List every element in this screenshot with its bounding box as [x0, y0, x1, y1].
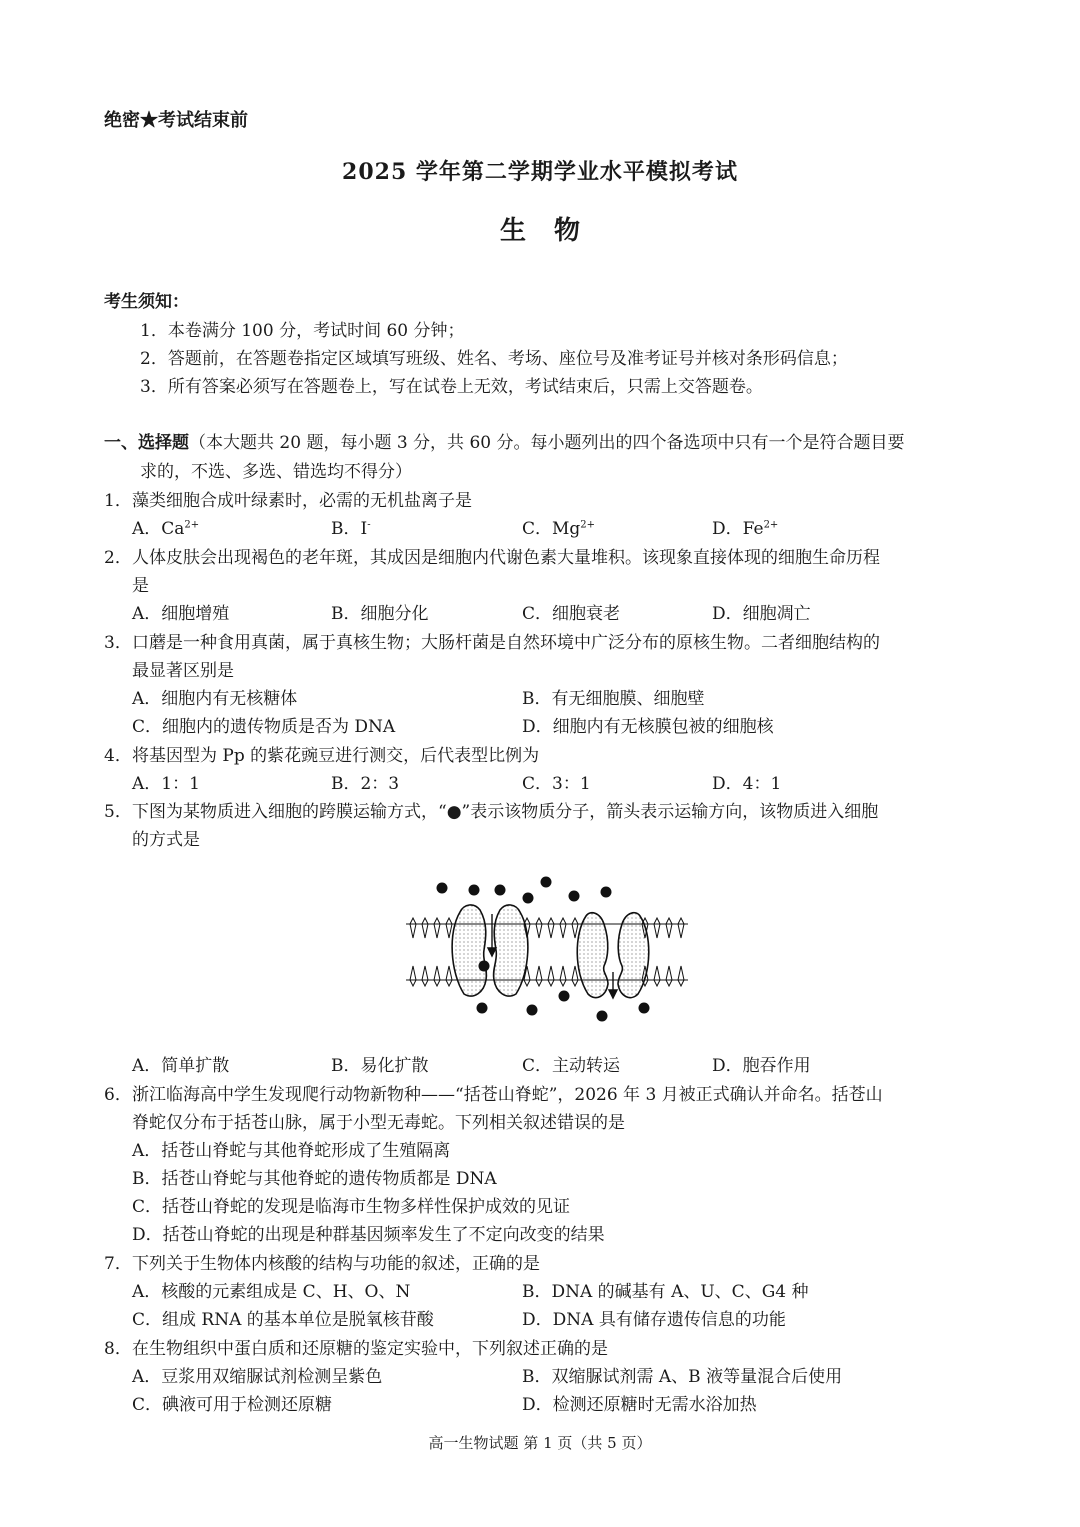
- option-c: C．3：1: [522, 774, 591, 794]
- option-text: C．Mg: [522, 519, 581, 539]
- question-text: 下列关于生物体内核酸的结构与功能的叙述，正确的是: [132, 1254, 540, 1274]
- exam-title: 2025 学年第二学期学业水平模拟考试: [342, 159, 738, 185]
- question-text: 人体皮肤会出现褐色的老年斑，其成因是细胞内代谢色素大量堆积。该现象直接体现的细胞生命历程: [132, 548, 880, 568]
- option-superscript: 2+: [763, 519, 779, 531]
- option-d: D．检测还原糖时无需水浴加热: [522, 1395, 757, 1415]
- notice-item: 2．答题前，在答题卷指定区域填写班级、姓名、考场、座位号及准考证号并核对条形码信息；: [140, 349, 848, 369]
- question-text-cont: 脊蛇仅分布于括苍山脉，属于小型无毒蛇。下列相关叙述错误的是: [132, 1113, 625, 1133]
- notice-item: 3．所有答案必须写在答题卷上，写在试卷上无效，考试结束后，只需上交答题卷。: [140, 377, 763, 397]
- option-d: D．胞吞作用: [712, 1056, 811, 1076]
- question-number: 7．: [104, 1254, 132, 1274]
- question-number: 2．: [104, 548, 132, 568]
- option-c: C．细胞内的遗传物质是否为 DNA: [132, 717, 396, 737]
- question-text: 下图为某物质进入细胞的跨膜运输方式，“●”表示该物质分子，箭头表示运输方向，该物质进入细胞: [132, 802, 879, 822]
- option-d: D．DNA 具有储存遗传信息的功能: [522, 1310, 786, 1330]
- subject-title: 生物: [499, 216, 608, 246]
- option-a: [132, 514, 199, 539]
- option-text: B．I: [331, 519, 368, 539]
- option-b: B．2：3: [331, 774, 400, 794]
- question-number: 5．: [104, 802, 132, 822]
- question-number: 8．: [104, 1339, 132, 1359]
- question-text-cont: 是: [132, 576, 149, 596]
- option-b: B．易化扩散: [331, 1056, 429, 1076]
- option-a: A．细胞增殖: [132, 604, 230, 624]
- option-text: A．Ca: [132, 519, 185, 539]
- option-a: A．核酸的元素组成是 C、H、O、N: [132, 1282, 411, 1302]
- option-c: [522, 514, 595, 539]
- section-label: 一、选择题: [104, 433, 189, 453]
- option-text: D．Fe: [712, 519, 764, 539]
- option-c: C．主动转运: [522, 1056, 621, 1076]
- option-c: C．细胞衰老: [522, 604, 621, 624]
- section-description: （本大题共 20 题，每小题 3 分，共 60 分。每小题列出的四个备选项中只有一个是符合题目要: [189, 433, 905, 453]
- option-a: A．简单扩散: [132, 1056, 230, 1076]
- option-d: D．4：1: [712, 774, 782, 794]
- question-text-cont: 的方式是: [132, 830, 200, 850]
- option-b: B．细胞分化: [331, 604, 429, 624]
- option-a: A．豆浆用双缩脲试剂检测呈紫色: [132, 1367, 383, 1387]
- option-d: D．括苍山脊蛇的出现是种群基因频率发生了不定向改变的结果: [132, 1225, 605, 1245]
- option-b: B．双缩脲试剂需 A、B 液等量混合后使用: [522, 1367, 843, 1387]
- option-b: B．DNA 的碱基有 A、U、C、G4 种: [522, 1282, 809, 1302]
- option-a: A．细胞内有无核糖体: [132, 689, 298, 709]
- question-number: 6．: [104, 1085, 132, 1105]
- membrane-transport-figure: [402, 872, 692, 1032]
- option-superscript: 2+: [184, 519, 200, 531]
- question-number: 1．: [104, 491, 132, 511]
- option-c: C．括苍山脊蛇的发现是临海市生物多样性保护成效的见证: [132, 1197, 571, 1217]
- question-text-cont: 最显著区别是: [132, 661, 234, 681]
- question-text: 在生物组织中蛋白质和还原糖的鉴定实验中，下列叙述正确的是: [132, 1339, 608, 1359]
- question-text: 口蘑是一种食用真菌，属于真核生物；大肠杆菌是自然环境中广泛分布的原核生物。二者细胞结构的: [132, 633, 880, 653]
- section-description-cont: 求的，不选、多选、错选均不得分）: [140, 462, 412, 482]
- option-a: A．括苍山脊蛇与其他脊蛇形成了生殖隔离: [132, 1141, 451, 1161]
- option-c: C．组成 RNA 的基本单位是脱氧核苷酸: [132, 1310, 434, 1330]
- question-text: 将基因型为 Pp 的紫花豌豆进行测交，后代表型比例为: [132, 746, 540, 766]
- page-footer: 高一生物试题 第 1 页（共 5 页）: [428, 1434, 652, 1452]
- question-text: 浙江临海高中学生发现爬行动物新物种——“括苍山脊蛇”，2026 年 3 月被正式确认并命名。括苍山: [132, 1085, 883, 1105]
- option-b: B．有无细胞膜、细胞壁: [522, 689, 705, 709]
- question-number: 4．: [104, 746, 132, 766]
- option-d: D．细胞凋亡: [712, 604, 811, 624]
- option-b: [331, 514, 371, 539]
- option-d: [712, 514, 778, 539]
- option-superscript: 2+: [580, 519, 596, 531]
- question-number: 3．: [104, 633, 132, 653]
- option-a: A．1：1: [132, 774, 200, 794]
- notice-item: 1．本卷满分 100 分，考试时间 60 分钟；: [140, 321, 465, 341]
- option-superscript: -: [367, 519, 371, 531]
- question-text: 藻类细胞合成叶绿素时，必需的无机盐离子是: [132, 491, 472, 511]
- notice-heading: 考生须知：: [104, 292, 189, 312]
- option-c: C．碘液可用于检测还原糖: [132, 1395, 333, 1415]
- confidential-label: 绝密★考试结束前: [104, 110, 248, 131]
- option-d: D．细胞内有无核膜包被的细胞核: [522, 717, 774, 737]
- option-b: B．括苍山脊蛇与其他脊蛇的遗传物质都是 DNA: [132, 1169, 497, 1189]
- section-heading: [104, 428, 905, 453]
